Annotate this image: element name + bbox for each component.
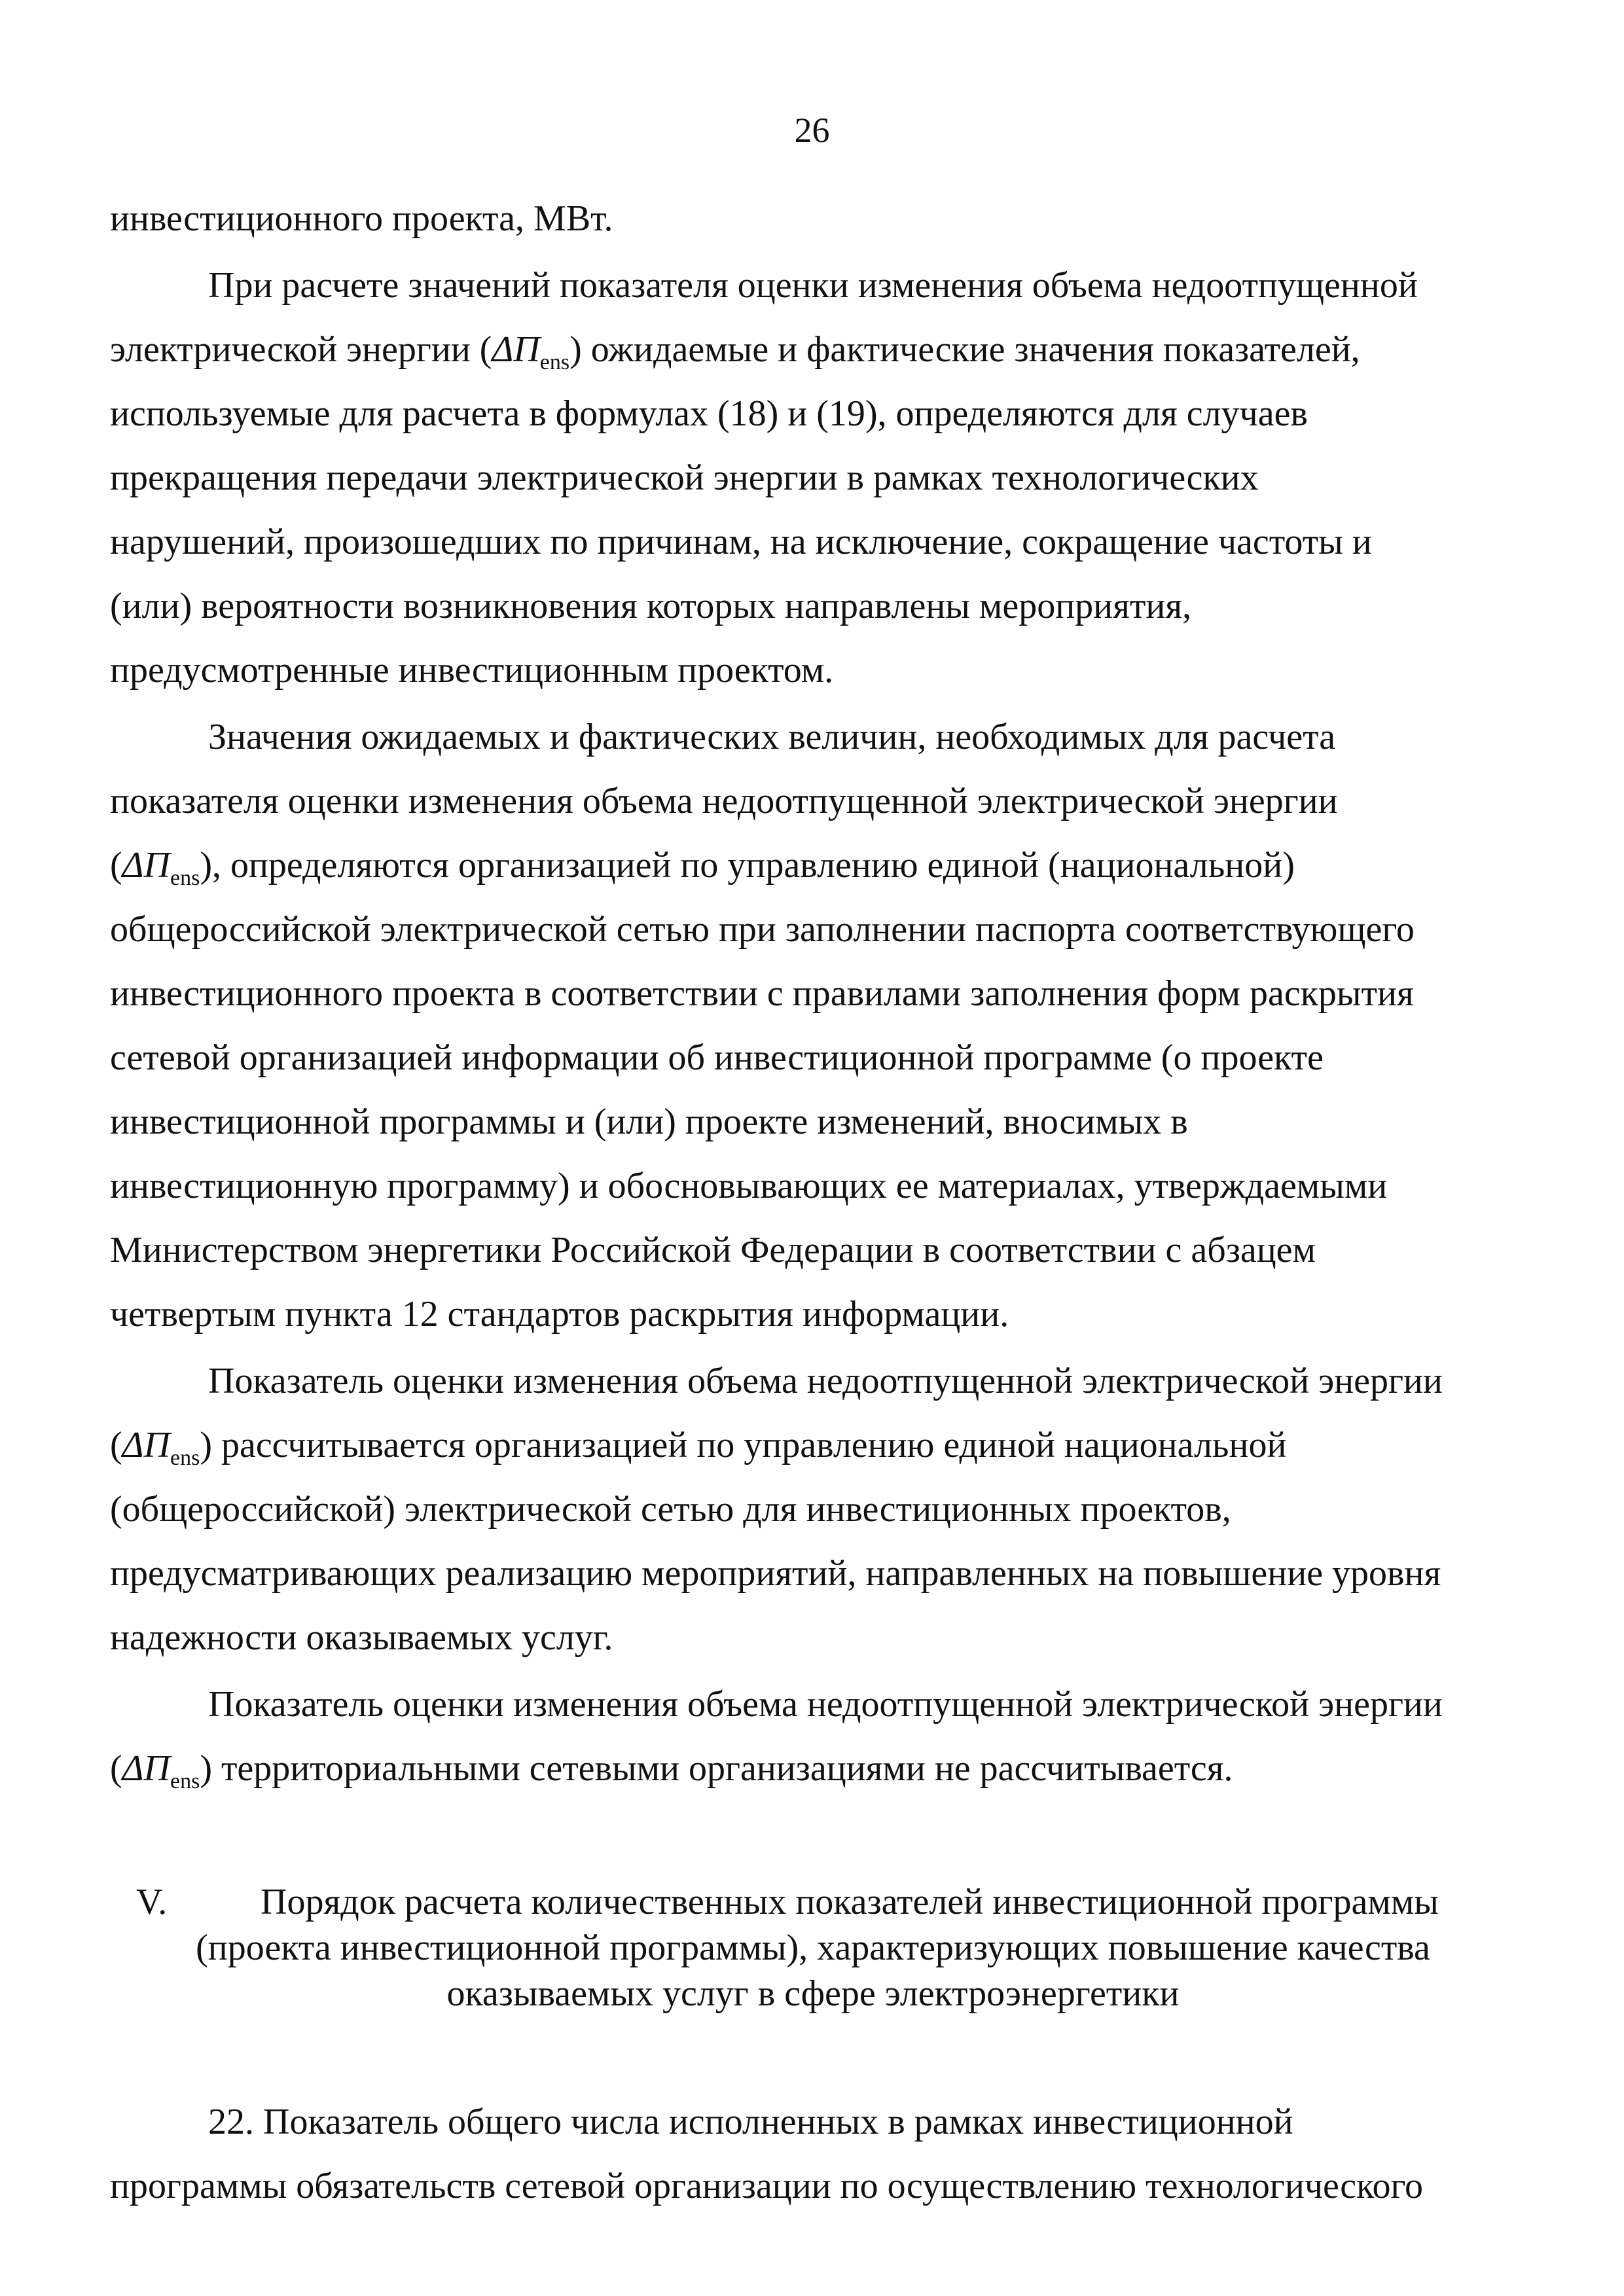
- section-heading: [110, 1879, 1516, 2017]
- paragraph-22: [110, 2090, 1516, 2218]
- paragraph-number: 22.: [208, 2102, 254, 2142]
- text-line: При расчете значений показателя оценки изменения объема недоотпущенной: [208, 265, 1418, 306]
- text-line: Показатель оценки изменения объема недоотпущенной электрической энергии: [208, 1361, 1443, 1401]
- text-line: нарушений, произошедших по причинам, на исключение, сокращение частоты и: [110, 522, 1372, 562]
- text-line: Министерством энергетики Российской Федерации в соответствии с абзацем: [110, 1230, 1316, 1270]
- text-line: (общероссийской) электрической сетью для инвестиционных проектов,: [110, 1489, 1231, 1530]
- page-number: 26: [794, 111, 830, 150]
- text-line: предусмотренные инвестиционным проектом.: [110, 650, 834, 691]
- text-line: надежности оказываемых услуг.: [110, 1617, 613, 1658]
- text-line: инвестиционного проекта, МВт.: [110, 198, 613, 239]
- text-line: используемые для расчета в формулах (18) и (19), определяются для случаев: [110, 393, 1308, 434]
- section-title-line: оказываемых услуг в сфере электроэнергетики: [446, 1973, 1180, 2014]
- delta-p-ens-symbol: $\Delta П_{ens}$: [122, 1425, 200, 1470]
- delta-p-ens-symbol: $\Delta П_{ens}$: [492, 329, 570, 374]
- text-line: $(\Delta П_{ens})$ рассчитывается организацией по управлению единой национальной: [110, 1425, 1287, 1470]
- text-line: инвестиционную программу) и обосновывающих ее материалах, утверждаемыми: [110, 1166, 1388, 1206]
- text-line: электрической энергии $(\Delta П_{ens})$ ожидаемые и фактические значения показателей,: [110, 329, 1360, 374]
- text-line: общероссийской электрической сетью при заполнении паспорта соответствующего: [110, 909, 1415, 950]
- text-line: (или) вероятности возникновения которых направлены мероприятия,: [110, 586, 1192, 626]
- text-line: $(\Delta П_{ens})$ территориальными сетевыми организациями не рассчитывается.: [110, 1748, 1233, 1793]
- text-line: инвестиционного проекта в соответствии с правилами заполнения форм раскрытия: [110, 973, 1414, 1014]
- text-line: сетевой организацией информации об инвестиционной программе (о проекте: [110, 1037, 1324, 1078]
- text-line: 22. Показатель общего числа исполненных в рамках инвестиционной: [208, 2102, 1293, 2142]
- section-number: V.: [136, 1882, 168, 1922]
- text-line: прекращения передачи электрической энергии в рамках технологических: [110, 457, 1259, 498]
- delta-p-ens-symbol: $\Delta П_{ens}$: [122, 845, 200, 890]
- text-line: программы обязательств сетевой организации по осуществлению технологического: [110, 2166, 1424, 2206]
- document-body: [110, 187, 1516, 2218]
- text-line: четвертым пункта 12 стандартов раскрытия информации.: [110, 1294, 1009, 1335]
- section-title-line: (проекта инвестиционной программы), характеризующих повышение качества: [196, 1928, 1430, 1968]
- delta-p-ens-symbol: $\Delta П_{ens}$: [122, 1748, 200, 1793]
- text-line: предусматривающих реализацию мероприятий, направленных на повышение уровня: [110, 1553, 1441, 1594]
- text-line: $(\Delta П_{ens})$, определяются организацией по управлению единой (национальной): [110, 845, 1295, 890]
- text-line: Показатель оценки изменения объема недоотпущенной электрической энергии: [208, 1684, 1443, 1725]
- text-line: Значения ожидаемых и фактических величин, необходимых для расчета: [208, 717, 1336, 757]
- text-line: показателя оценки изменения объема недоотпущенной электрической энергии: [110, 781, 1338, 821]
- text-line: инвестиционной программы и (или) проекте изменений, вносимых в: [110, 1102, 1188, 1142]
- section-title-line: Порядок расчета количественных показателей инвестиционной программы: [261, 1882, 1439, 1922]
